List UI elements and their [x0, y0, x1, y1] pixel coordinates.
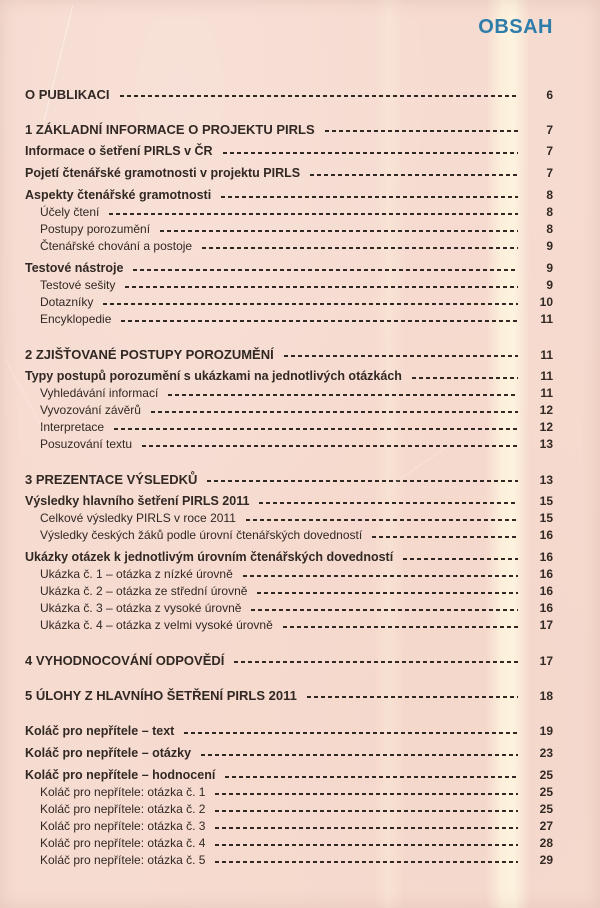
toc-entry — [25, 528, 553, 543]
toc-entry-label: 5 ÚLOHY Z HLAVNÍHO ŠETŘENÍ PIRLS 2011 — [25, 688, 297, 703]
toc-entry — [25, 618, 553, 633]
toc-entry — [25, 122, 553, 137]
toc-entry-page: 25 — [539, 802, 553, 816]
toc-entry-page: 19 — [539, 724, 553, 738]
toc-entry-page: 29 — [539, 853, 553, 867]
dotted-leader — [325, 130, 518, 132]
dotted-leader — [372, 536, 518, 538]
toc-entry-label: Koláč pro nepřítele – hodnocení — [25, 768, 216, 782]
toc-entry — [25, 724, 553, 739]
toc-entry-label: Koláč pro nepřítele: otázka č. 3 — [40, 819, 206, 833]
toc-entry-page: 8 — [546, 205, 553, 219]
dotted-leader — [223, 152, 518, 154]
toc-entry — [25, 802, 553, 817]
toc-entry — [25, 403, 553, 418]
toc-entry-label: Koláč pro nepřítele: otázka č. 4 — [40, 836, 206, 850]
toc-entry-label: Ukázky otázek k jednotlivým úrovním čtenářských dovedností — [25, 550, 394, 564]
toc-entry — [25, 494, 553, 509]
toc-entry-page: 25 — [539, 768, 553, 782]
toc-entry — [25, 768, 553, 783]
toc-entry — [25, 472, 553, 487]
toc-entry-label: Koláč pro nepřítele – text — [25, 724, 175, 738]
toc-entry-page: 7 — [546, 144, 553, 158]
toc-entry — [25, 295, 553, 310]
toc-entry — [25, 188, 553, 203]
dotted-leader — [310, 174, 518, 176]
toc-entry — [25, 222, 553, 237]
toc-entry — [25, 312, 553, 327]
dotted-leader — [207, 480, 518, 482]
page-title: OBSAH — [478, 16, 553, 38]
dotted-leader — [201, 754, 518, 756]
dotted-leader — [160, 230, 518, 232]
toc-entry-label: Testové nástroje — [25, 261, 124, 275]
toc-entry — [25, 584, 553, 599]
toc-entry-page: 23 — [539, 746, 553, 760]
dotted-leader — [243, 575, 518, 577]
toc-entry-page: 18 — [539, 689, 553, 703]
toc-entry-label: Ukázka č. 1 – otázka z nízké úrovně — [40, 567, 233, 581]
dotted-leader — [109, 213, 518, 215]
toc-entry-label: Vyvozování závěrů — [40, 403, 141, 417]
toc-entry — [25, 205, 553, 220]
toc-entry-page: 17 — [539, 618, 553, 632]
toc-entry-page: 15 — [539, 511, 553, 525]
toc-entry-label: Testové sešity — [40, 278, 116, 292]
toc-entry — [25, 601, 553, 616]
dotted-leader — [234, 661, 518, 663]
toc-list — [0, 87, 600, 868]
toc-entry-label: Interpretace — [40, 420, 105, 434]
dotted-leader — [403, 558, 518, 560]
toc-entry — [25, 239, 553, 254]
toc-entry — [25, 836, 553, 851]
dotted-leader — [114, 428, 518, 430]
toc-entry-label: Posuzování textu — [40, 437, 133, 451]
dotted-leader — [283, 626, 518, 628]
toc-entry-label: Koláč pro nepřítele – otázky — [25, 746, 192, 760]
toc-entry-label: Aspekty čtenářské gramotnosti — [25, 188, 212, 202]
dotted-leader — [225, 776, 518, 778]
toc-entry-page: 13 — [539, 473, 553, 487]
dotted-leader — [103, 303, 518, 305]
toc-entry-label: O PUBLIKACI — [25, 87, 110, 102]
toc-entry-page: 13 — [539, 437, 553, 451]
toc-entry-page: 25 — [539, 785, 553, 799]
toc-entry-label: Typy postupů porozumění s ukázkami na jednotlivých otázkách — [25, 369, 402, 383]
dotted-leader — [412, 377, 518, 379]
toc-entry-page: 9 — [546, 278, 553, 292]
dotted-leader — [133, 269, 518, 271]
toc-entry-label: Koláč pro nepřítele: otázka č. 5 — [40, 853, 206, 867]
toc-entry — [25, 369, 553, 384]
dotted-leader — [215, 844, 518, 846]
toc-entry-label: Výsledky českých žáků podle úrovní čtenářských dovedností — [40, 528, 363, 542]
toc-entry-page: 11 — [540, 348, 553, 362]
toc-entry — [25, 144, 553, 159]
toc-entry — [25, 87, 553, 102]
toc-entry — [25, 550, 553, 565]
toc-entry-page: 16 — [539, 528, 553, 542]
dotted-leader — [221, 196, 518, 198]
toc-entry-page: 10 — [539, 295, 553, 309]
dotted-leader — [257, 592, 518, 594]
toc-entry-page: 28 — [539, 836, 553, 850]
dotted-leader — [284, 355, 518, 357]
toc-entry-page: 17 — [539, 654, 553, 668]
toc-entry — [25, 785, 553, 800]
page-header — [0, 0, 600, 39]
toc-entry — [25, 746, 553, 761]
dotted-leader — [307, 696, 518, 698]
toc-entry-label: 2 ZJIŠŤOVANÉ POSTUPY POROZUMĚNÍ — [25, 347, 274, 362]
toc-entry-page: 7 — [546, 166, 553, 180]
dotted-leader — [246, 519, 518, 521]
toc-entry-label: Pojetí čtenářské gramotnosti v projektu PIRLS — [25, 166, 301, 180]
toc-entry-label: Účely čtení — [40, 205, 100, 219]
toc-entry-label: Ukázka č. 3 – otázka z vysoké úrovně — [40, 601, 242, 615]
dotted-leader — [121, 320, 518, 322]
toc-entry-page: 11 — [540, 369, 553, 383]
dotted-leader — [142, 445, 518, 447]
toc-entry-label: Vyhledávání informací — [40, 386, 159, 400]
toc-entry-label: Ukázka č. 2 – otázka ze střední úrovně — [40, 584, 248, 598]
toc-entry — [25, 653, 553, 668]
dotted-leader — [215, 827, 518, 829]
toc-entry — [25, 688, 553, 703]
dotted-leader — [251, 609, 518, 611]
dotted-leader — [215, 793, 518, 795]
toc-entry-page: 8 — [546, 222, 553, 236]
toc-entry-label: Čtenářské chování a postoje — [40, 239, 193, 253]
toc-entry — [25, 853, 553, 868]
toc-entry-page: 9 — [546, 261, 553, 275]
toc-entry-label: 4 VYHODNOCOVÁNÍ ODPOVĚDÍ — [25, 653, 225, 668]
dotted-leader — [125, 286, 518, 288]
toc-entry — [25, 437, 553, 452]
toc-entry-page: 7 — [546, 123, 553, 137]
toc-entry-label: Dotazníky — [40, 295, 94, 309]
toc-entry — [25, 347, 553, 362]
toc-entry-page: 11 — [540, 312, 553, 326]
dotted-leader — [120, 95, 519, 97]
toc-entry-page: 27 — [539, 819, 553, 833]
toc-entry-page: 12 — [539, 403, 553, 417]
toc-entry-page: 6 — [546, 88, 553, 102]
toc-entry-page: 8 — [546, 188, 553, 202]
toc-entry — [25, 511, 553, 526]
toc-entry-label: 3 PREZENTACE VÝSLEDKŮ — [25, 472, 198, 487]
toc-entry-label: Encyklopedie — [40, 312, 112, 326]
toc-entry — [25, 420, 553, 435]
toc-entry — [25, 567, 553, 582]
toc-entry — [25, 278, 553, 293]
toc-entry-label: Výsledky hlavního šetření PIRLS 2011 — [25, 494, 250, 508]
toc-entry-label: Ukázka č. 4 – otázka z velmi vysoké úrovně — [40, 618, 273, 632]
toc-entry — [25, 166, 553, 181]
toc-entry-page: 9 — [546, 239, 553, 253]
dotted-leader — [151, 411, 518, 413]
toc-entry-label: Postupy porozumění — [40, 222, 151, 236]
toc-entry-page: 12 — [539, 420, 553, 434]
toc-entry-label: Koláč pro nepřítele: otázka č. 1 — [40, 785, 206, 799]
toc-entry-page: 16 — [539, 584, 553, 598]
dotted-leader — [168, 394, 518, 396]
toc-entry-page: 15 — [539, 494, 553, 508]
toc-entry — [25, 386, 553, 401]
toc-entry-label: Celkové výsledky PIRLS v roce 2011 — [40, 511, 236, 525]
toc-entry-label: Informace o šetření PIRLS v ČR — [25, 144, 213, 158]
dotted-leader — [259, 502, 518, 504]
dotted-leader — [184, 732, 518, 734]
toc-entry-page: 16 — [539, 567, 553, 581]
toc-entry-label: 1 ZÁKLADNÍ INFORMACE O PROJEKTU PIRLS — [25, 122, 315, 137]
dotted-leader — [202, 247, 518, 249]
toc-entry-page: 16 — [539, 550, 553, 564]
toc-entry — [25, 261, 553, 276]
dotted-leader — [215, 810, 518, 812]
toc-entry — [25, 819, 553, 834]
toc-entry-page: 11 — [540, 386, 553, 400]
toc-entry-page: 16 — [539, 601, 553, 615]
dotted-leader — [215, 861, 518, 863]
toc-entry-label: Koláč pro nepřítele: otázka č. 2 — [40, 802, 206, 816]
